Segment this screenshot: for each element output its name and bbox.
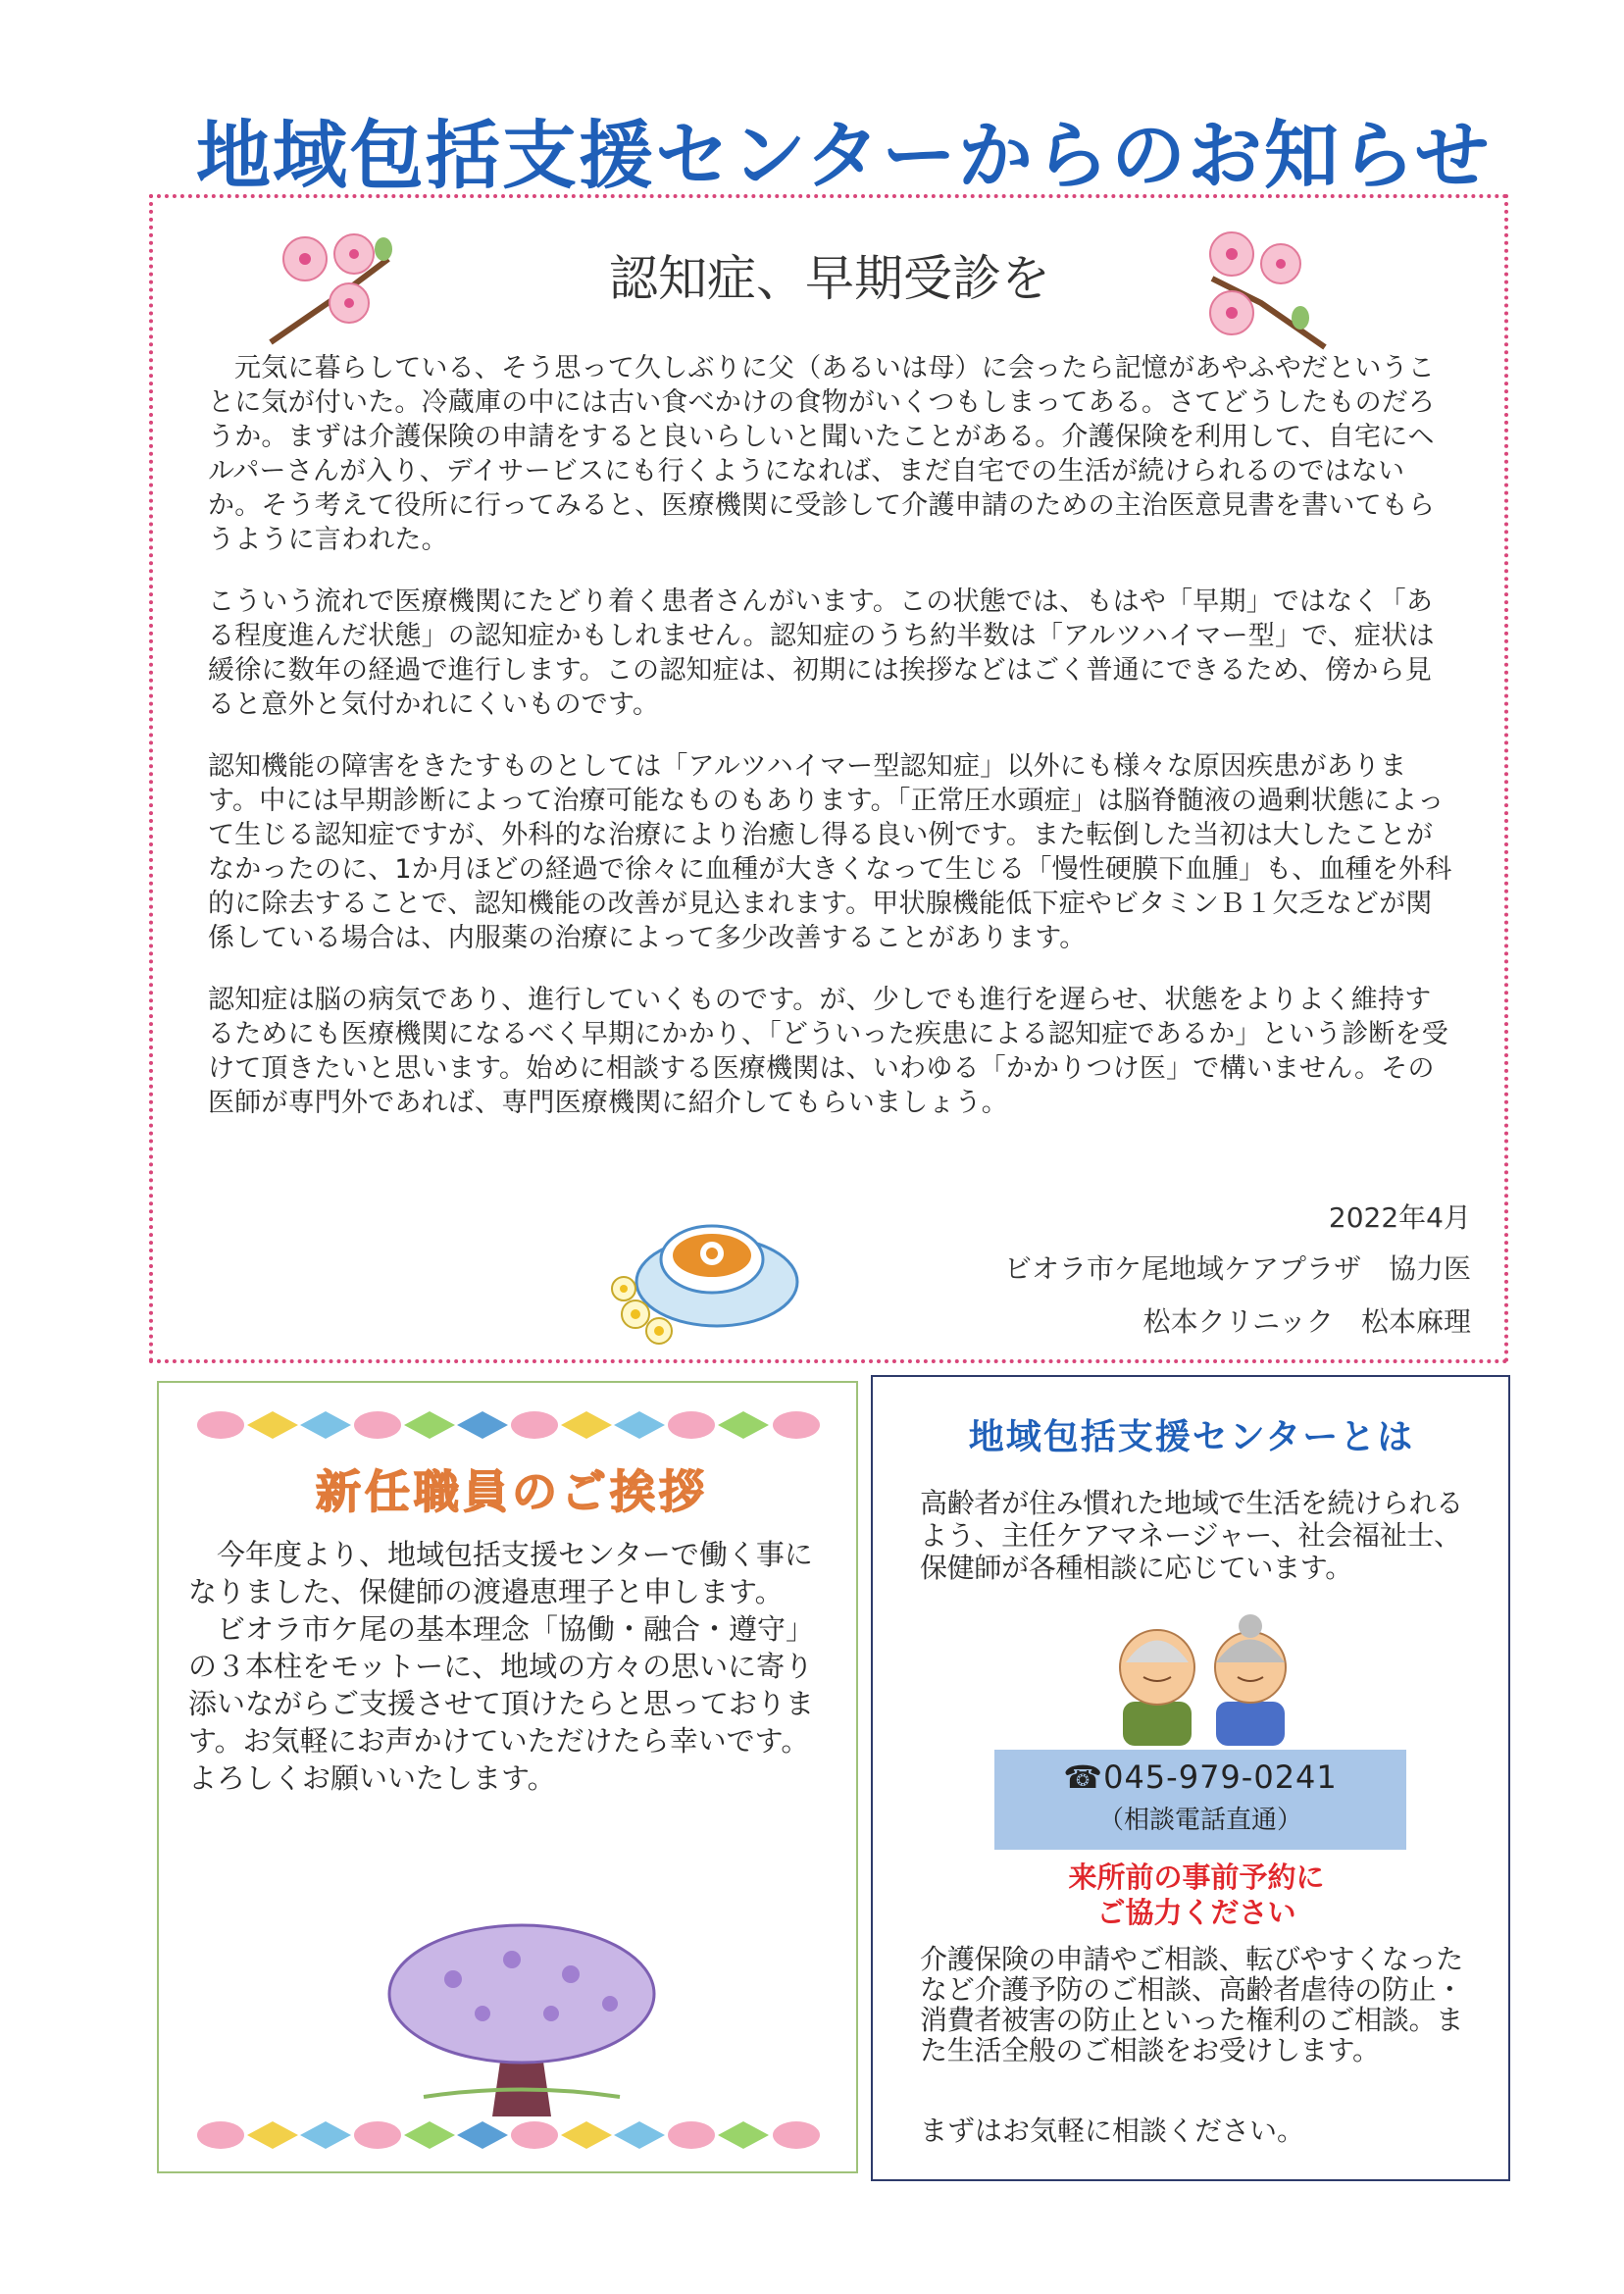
reservation-line: 来所前の事前予約に (1068, 1861, 1325, 1894)
center-closing: まずはお気軽に相談ください。 (920, 2115, 1305, 2147)
center-intro: 高齢者が住み慣れた地域で生活を続けられるよう、主任ケアマネージャー、社会福祉士、保健師が各種相談に応じています。 (920, 1487, 1464, 1584)
article-date: 2022年4月 (1328, 1201, 1471, 1234)
reservation-notice (971, 1860, 1422, 1930)
article-title: 認知症、早期受診を (609, 250, 1050, 307)
article-organization: ビオラ市ケ尾地域ケアプラザ 協力医 (1003, 1252, 1471, 1285)
greeting-paragraph: 今年度より、地域包括支援センターで働く事になりました、保健師の渡邉恵理子と申します。 (188, 1538, 813, 1608)
center-info-box (871, 1375, 1510, 2181)
cherry-tree-icon (365, 1920, 679, 2116)
article-paragraph: 認知症は脳の病気であり、進行していくものです。が、少しでも進行を遅らせ、状態をよりよく維持するためにも医療機関になるべく早期にかかり、「どういった疾患による認知症であるか」という診断を受けて頂きたいと思います。始めに相談する医療機関は、いわゆる「かかりつけ医」で構いません。その医師が専門外であれば、専門医療機関に紹介してもらいましょう。 (208, 985, 1448, 1118)
greeting-title: 新任職員のご挨拶 (316, 1465, 708, 1518)
cherry-blossom-right-icon (1173, 220, 1330, 357)
article-author: 松本クリニック 松本麻理 (1142, 1305, 1471, 1338)
article-paragraph: こういう流れで医療機関にたどり着く患者さんがいます。この状態では、もはや「早期」ではなく「ある程度進んだ状態」の認知症かもしれません。認知症のうち約半数は「アルツハイマー型」で、症状は緩徐に数年の経過で進行します。この認知症は、初期には挨拶などはごく普通にできるため、傍から見ると意外と気付かれにくいものです。 (208, 586, 1435, 720)
page-title: 地域包括支援センターからのお知らせ (196, 112, 1492, 199)
phone-panel (994, 1750, 1406, 1850)
article-paragraph: 認知機能の障害をきたすものとしては「アルツハイマー型認知症」以外にも様々な原因疾患があります。中には早期診断によって治療可能なものもあります。「正常圧水頭症」は脳脊髄液の過剰状態によって生じる認知症ですが、外科的な治療により治癒し得る良い例です。また転倒した当初は大したことがなかったのに、1か月ほどの経過で徐々に血種が大きくなって生じる「慢性硬膜下血腫」も、血種を外科的に除去することで、認知機能の改善が見込まれます。甲状腺機能低下症やビタミンＢ１欠乏などが関係している場合は、内服薬の治療によって多少改善することがあります。 (208, 751, 1452, 953)
tea-cup-icon (604, 1198, 800, 1346)
center-services: 介護保険の申請やご相談、転びやすくなったなど介護予防のご相談、高齢者虐待の防止・消費者被害の防止といった権利のご相談。また生活全般のご相談をお受けします。 (920, 1943, 1464, 2066)
cherry-blossom-left-icon (261, 220, 408, 347)
phone-number[interactable]: ☎045-979-0241 (1063, 1759, 1338, 1796)
elderly-couple-icon (1108, 1608, 1304, 1746)
article-paragraph: 元気に暮らしている、そう思って久しぶりに父（あるいは母）に会ったら記憶があやふやだということに気が付いた。冷蔵庫の中には古い食べかけの食物がいくつもしまってある。さてどうしたものだろうか。まずは介護保険の申請をすると良いらしいと聞いたことがある。介護保険を利用して、自宅にヘルパーさんが入り、デイサービスにも行くようになれば、まだ自宅での生活が続けられるのではないか。そう考えて役所に行ってみると、医療機関に受診して介護申請のための主治医意見書を書いてもらうように言われた。 (208, 353, 1436, 555)
decorative-border-top (196, 1408, 824, 1442)
greeting-body (188, 1536, 816, 1797)
phone-note: （相談電話直通） (1097, 1806, 1302, 1835)
reservation-line: ご協力ください (1096, 1896, 1296, 1929)
greeting-paragraph: ビオラ市ケ尾の基本理念「協働・融合・遵守」の３本柱をモットーに、地域の方々の思いに寄り添いながらご支援させて頂けたらと思っております。お気軽にお声かけていただけたら幸いです。よろしくお願いいたします。 (188, 1612, 815, 1795)
article-body (208, 351, 1453, 1147)
center-title: 地域包括支援センターとは (968, 1417, 1415, 1457)
article-box (149, 194, 1508, 1363)
decorative-border-bottom (196, 2118, 824, 2152)
greeting-box (157, 1381, 858, 2173)
